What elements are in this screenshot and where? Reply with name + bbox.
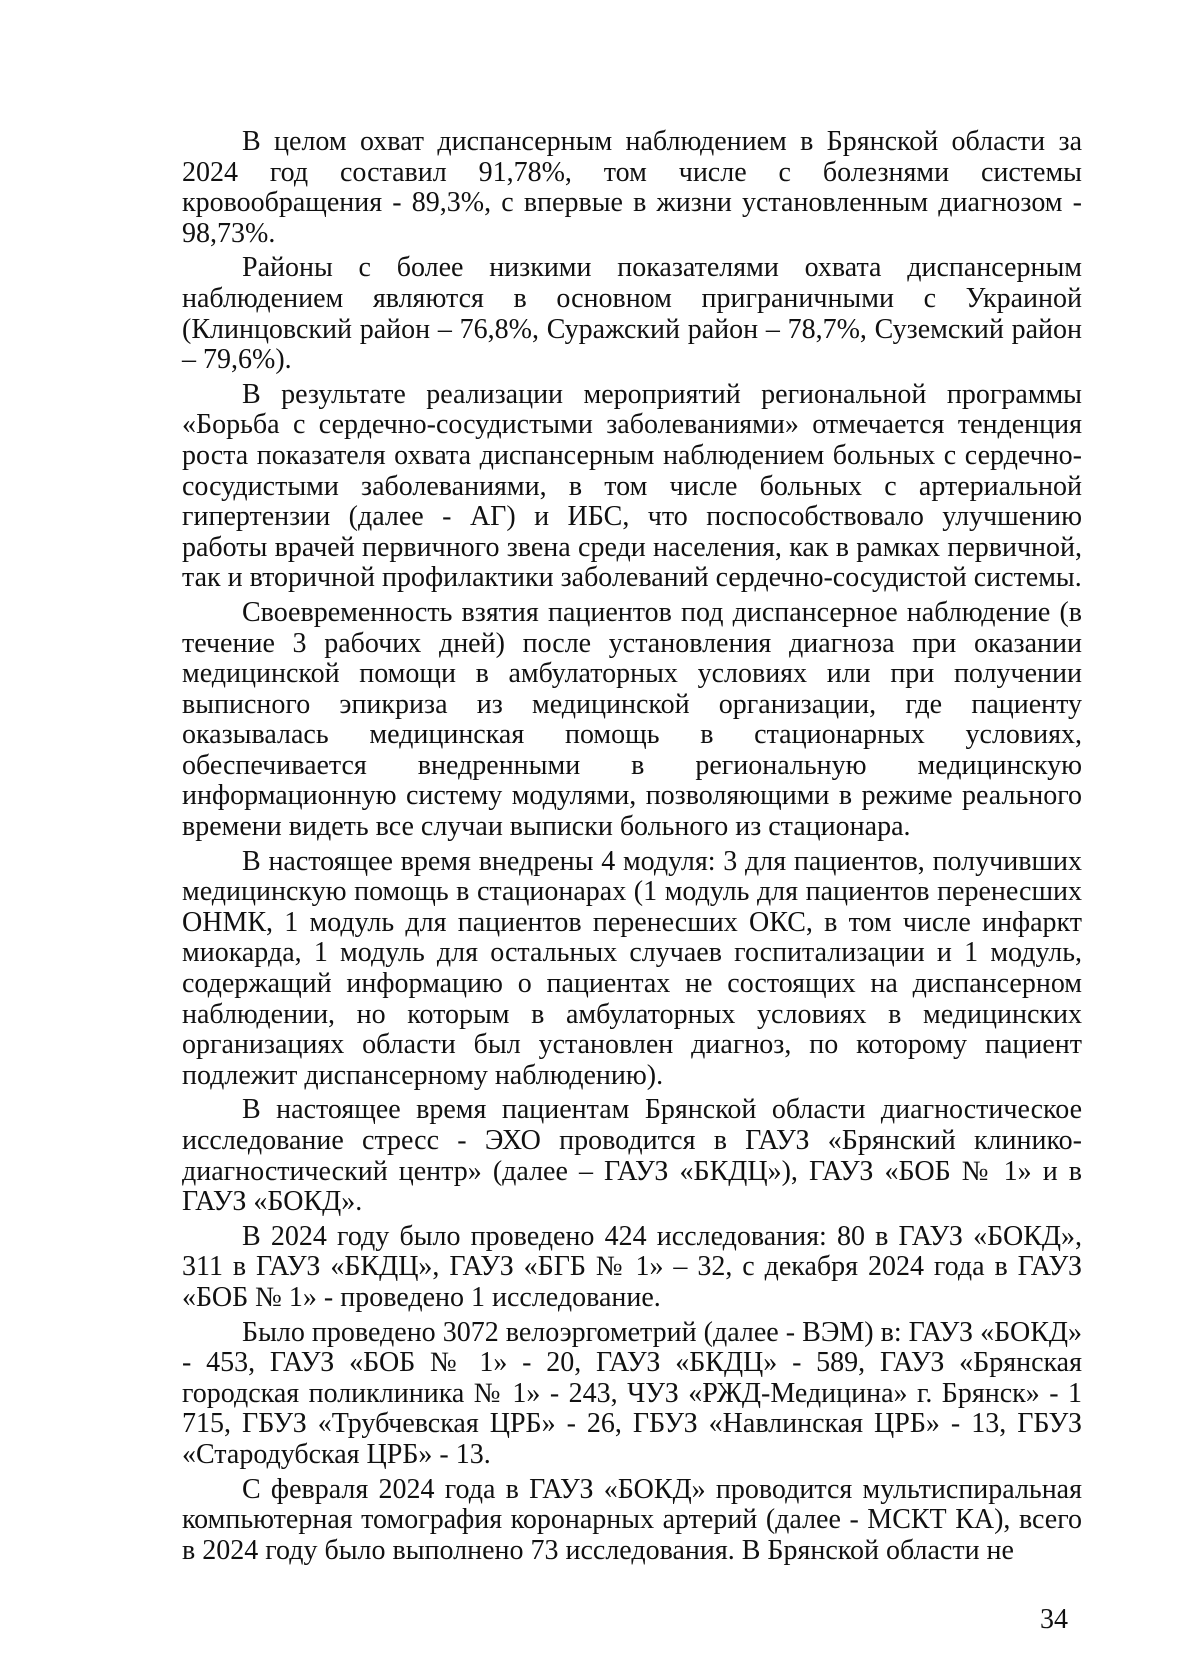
paragraph-studies-2024: В 2024 году было проведено 424 исследования: 80 в ГАУЗ «БОКД», 311 в ГАУЗ «БКДЦ», ГАУЗ «БГБ № 1» – 32, с декабря 2024 года в ГАУЗ «БОБ № 1» - проведено 1 исследование. xyxy=(182,1220,1082,1313)
paragraph-modules: В настоящее время внедрены 4 модуля: 3 для пациентов, получивших медицинскую помощь в стационарах (1 модуль для пациентов перенесших ОНМК, 1 модуль для пациентов перенесших ОКС, в том числе инфаркт миокарда, 1 модуль для остальных случаев госпитализации и 1 модуль, содержащий информацию о пациентах не состоящих на диспансерном наблюдении, но которым в амбулаторных условиях в медицинских организациях области был установлен диагноз, по которому пациент подлежит диспансерному наблюдению). xyxy=(182,845,1082,1091)
paragraph-stress-echo: В настоящее время пациентам Брянской области диагностическое исследование стресс - ЭХО проводится в ГАУЗ «Брянский клинико-диагностический центр» (далее – ГАУЗ «БКДЦ»), ГАУЗ «БОБ № 1» и в ГАУЗ «БОКД». xyxy=(182,1094,1082,1218)
page-number: 34 xyxy=(1040,1604,1068,1635)
body-text xyxy=(182,127,1082,1570)
paragraph-timeliness: Своевременность взятия пациентов под диспансерное наблюдение (в течение 3 рабочих дней) после установления диагноза при оказании медицинской помощи в амбулаторных условиях или при получении выписного эпикриза из медицинской организации, где пациенту оказывалась медицинская помощь в стационарных условиях, обеспечивается внедренными в региональную медицинскую информационную систему модулями, позволяющими в режиме реального времени видеть все случаи выписки больного из стационара. xyxy=(182,596,1082,843)
paragraph-coverage-summary: В целом охват диспансерным наблюдением в Брянской области за 2024 год составил 91,78%, том числе с болезнями системы кровообращения - 89,3%, с впервые в жизни установленным диагнозом - 98,73%. xyxy=(182,126,1082,249)
paragraph-border-districts: Районы с более низкими показателями охвата диспансерным наблюдением являются в основном приграничными с Украиной (Клинцовский район – 76,8%, Суражский район – 78,7%, Суземский район – 79,6%). xyxy=(182,252,1082,376)
paragraph-msct: С февраля 2024 года в ГАУЗ «БОКД» проводится мультиспиральная компьютерная томография коронарных артерий (далее - МСКТ КА), всего в 2024 году было выполнено 73 исследования. В Брянской области не xyxy=(182,1473,1082,1566)
paragraph-veloergometry: Было проведено 3072 велоэргометрий (далее - ВЭМ) в: ГАУЗ «БОКД» - 453, ГАУЗ «БОБ № 1» - 20, ГАУЗ «БКДЦ» - 589, ГАУЗ «Брянская городская поликлиника № 1» - 243, ЧУЗ «РЖД-Медицина» г. Брянск» - 1 715, ГБУЗ «Трубчевская ЦРБ» - 26, ГБУЗ «Навлинская ЦРБ» - 13, ГБУЗ «Стародубская ЦРБ» - 13. xyxy=(182,1316,1082,1470)
paragraph-regional-program: В результате реализации мероприятий региональной программы «Борьба с сердечно-сосудистыми заболеваниями» отмечается тенденция роста показателя охвата диспансерным наблюдением больных с сердечно-сосудистыми заболеваниями, в том числе больных с артериальной гипертензии (далее - АГ) и ИБС, что поспособствовало улучшению работы врачей первичного звена среди населения, как в рамках первичной, так и вторичной профилактики заболеваний сердечно-сосудистой системы. xyxy=(182,378,1082,594)
